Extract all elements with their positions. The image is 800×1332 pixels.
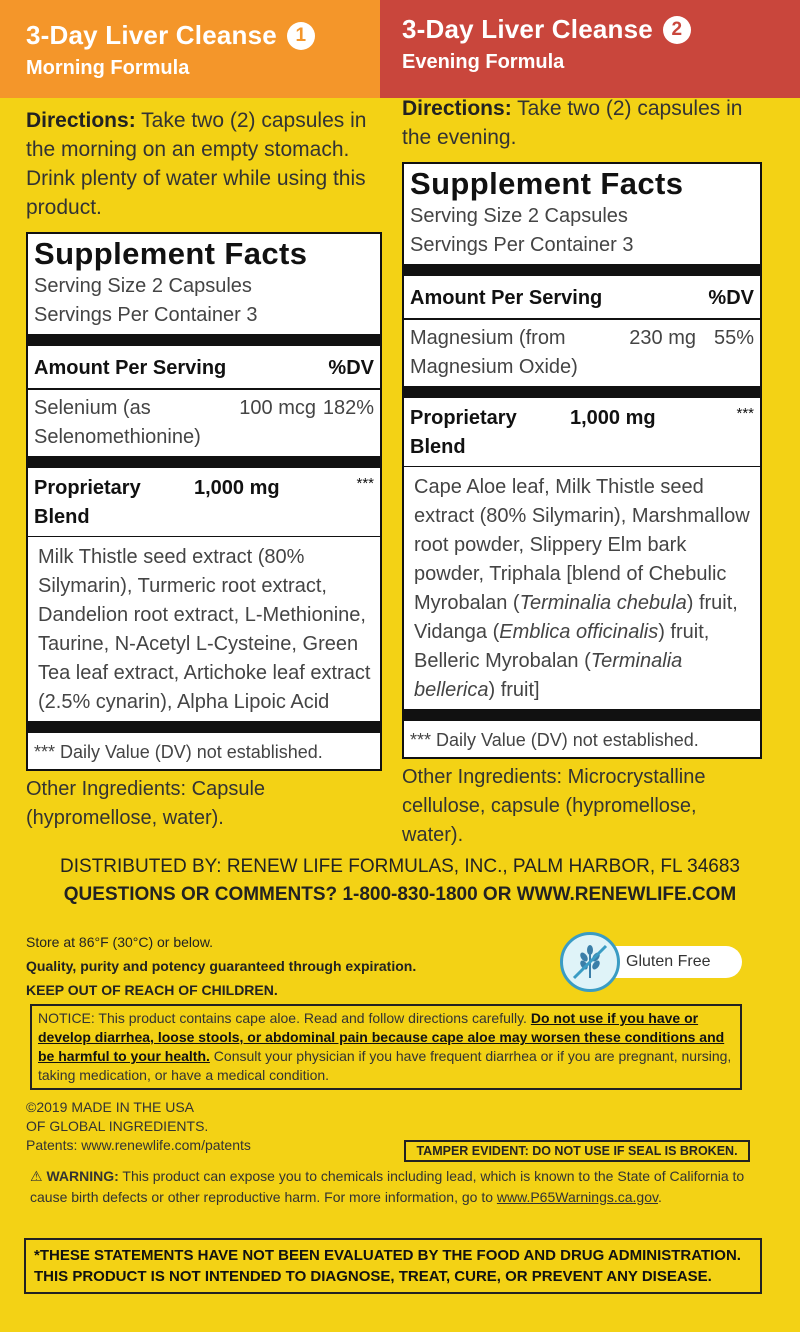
fda-line-2: THIS PRODUCT IS NOT INTENDED TO DIAGNOSE, TREAT, CURE, OR PREVENT ANY DISEASE. xyxy=(34,1268,712,1285)
divider xyxy=(404,466,760,468)
gluten-free-badge xyxy=(560,932,742,992)
copyright-text: ©2019 MADE IN THE USA xyxy=(26,1099,194,1115)
morning-other-ingredients: Other Ingredients: Capsule (hypromellose, water). xyxy=(26,778,266,829)
blend-row: Proprietary Blend 1,000 mg *** xyxy=(34,474,374,528)
evening-column xyxy=(402,94,762,850)
p65-link[interactable]: www.P65Warnings.ca.gov xyxy=(496,1189,658,1205)
nutrient-row: Magnesium (from Magnesium Oxide) 230 mg 55% xyxy=(410,326,754,378)
divider xyxy=(404,386,760,398)
wheat-crossed-icon xyxy=(560,932,620,992)
divider xyxy=(28,334,380,346)
copyright-block xyxy=(26,1098,251,1155)
servings-per-container: Servings Per Container 3 xyxy=(34,304,258,326)
prop65-warning: ⚠ WARNING: This product can expose you to chemicals including lead, which is known to the State of California to cause birth defects or other reproductive harm. For more information, go to www.P65Warnings.ca.gov. xyxy=(30,1168,745,1205)
facts-title: Supplement Facts xyxy=(34,236,308,271)
facts-title: Supplement Facts xyxy=(410,166,684,201)
amount-header-row: Amount Per Serving %DV xyxy=(34,357,374,379)
serving-size: Serving Size 2 Capsules xyxy=(34,275,252,297)
divider xyxy=(28,456,380,468)
distributor-line: DISTRIBUTED BY: RENEW LIFE FORMULAS, INC., PALM HARBOR, FL 34683 xyxy=(60,856,740,877)
serving-size: Serving Size 2 Capsules xyxy=(410,205,628,227)
fda-line-1: *THESE STATEMENTS HAVE NOT BEEN EVALUATED BY THE FOOD AND DRUG ADMINISTRATION. xyxy=(34,1247,741,1264)
divider xyxy=(28,721,380,733)
tamper-evident-notice: TAMPER EVIDENT: DO NOT USE IF SEAL IS BROKEN. xyxy=(404,1140,750,1162)
amount-header-row: Amount Per Serving %DV xyxy=(410,287,754,309)
blend-row: Proprietary Blend 1,000 mg *** xyxy=(410,404,754,458)
storage-text: Store at 86°F (30°C) or below. xyxy=(26,934,214,950)
number-two-badge: 2 xyxy=(663,16,691,44)
morning-supplement-facts xyxy=(26,232,382,771)
dv-footnote: *** Daily Value (DV) not established. xyxy=(34,742,323,762)
morning-directions: Directions: Take two (2) capsules in the morning on an empty stomach. Drink plenty of water while using this product. xyxy=(26,109,367,219)
keep-out-text: KEEP OUT OF REACH OF CHILDREN. xyxy=(26,982,278,998)
divider xyxy=(404,709,760,721)
number-one-badge: 1 xyxy=(287,22,315,50)
morning-subtitle: Morning Formula xyxy=(26,57,190,79)
warning-triangle-icon: ⚠ xyxy=(30,1168,43,1184)
blend-ingredients: Milk Thistle seed extract (80% Silymarin), Turmeric root extract, Dandelion root extract, L-Methionine, Taurine, N-Acetyl L-Cysteine, Green Tea leaf extract, Artichoke leaf extract (2.5% cynarin), Alpha Lipoic Acid xyxy=(38,546,371,713)
fda-disclaimer xyxy=(24,1238,762,1294)
cape-aloe-notice: NOTICE: This product contains cape aloe. Read and follow directions carefully. Do not use if you have or develop diarrhea, loose stools, or abdominal pain because cape aloe may worsen these conditions and be harmful to your health. Consult your physician if you have frequent diarrhea or if you are pregnant, nursing, taking medication, or have a medical condition. xyxy=(30,1004,742,1090)
evening-header xyxy=(380,0,800,98)
gluten-free-label: Gluten Free xyxy=(598,946,742,978)
questions-line: QUESTIONS OR COMMENTS? 1-800-830-1800 OR WWW.RENEWLIFE.COM xyxy=(63,884,737,905)
evening-other-ingredients: Other Ingredients: Microcrystalline cellulose, capsule (hypromellose, water). xyxy=(402,766,706,846)
evening-subtitle: Evening Formula xyxy=(402,51,565,73)
morning-header xyxy=(0,0,380,98)
evening-title: 3-Day Liver Cleanse 2 xyxy=(402,14,800,45)
divider xyxy=(404,264,760,276)
global-ingredients-text: OF GLOBAL INGREDIENTS. xyxy=(26,1118,209,1134)
nutrient-row: Selenium (as Selenomethionine) 100 mcg 182% xyxy=(34,396,374,448)
dv-footnote: *** Daily Value (DV) not established. xyxy=(410,730,699,750)
divider xyxy=(28,536,380,538)
morning-column xyxy=(26,106,382,833)
quality-text: Quality, purity and potency guaranteed through expiration. xyxy=(26,958,417,974)
evening-directions: Directions: Take two (2) capsules in the evening. xyxy=(402,97,743,149)
morning-title: 3-Day Liver Cleanse 1 xyxy=(26,20,380,51)
blend-ingredients: Cape Aloe leaf, Milk Thistle seed extract (80% Silymarin), Marshmallow root powder, Slippery Elm bark powder, Triphala [blend of Chebulic Myrobalan (Terminalia chebula) fruit, Vidanga (Emblica officinalis) fruit, Belleric Myrobalan (Terminalia bellerica) fruit] xyxy=(414,476,750,701)
storage-block xyxy=(26,930,416,1002)
divider xyxy=(404,318,760,320)
patents-text: Patents: www.renewlife.com/patents xyxy=(26,1137,251,1153)
servings-per-container: Servings Per Container 3 xyxy=(410,234,634,256)
evening-supplement-facts xyxy=(402,162,762,759)
divider xyxy=(28,388,380,390)
